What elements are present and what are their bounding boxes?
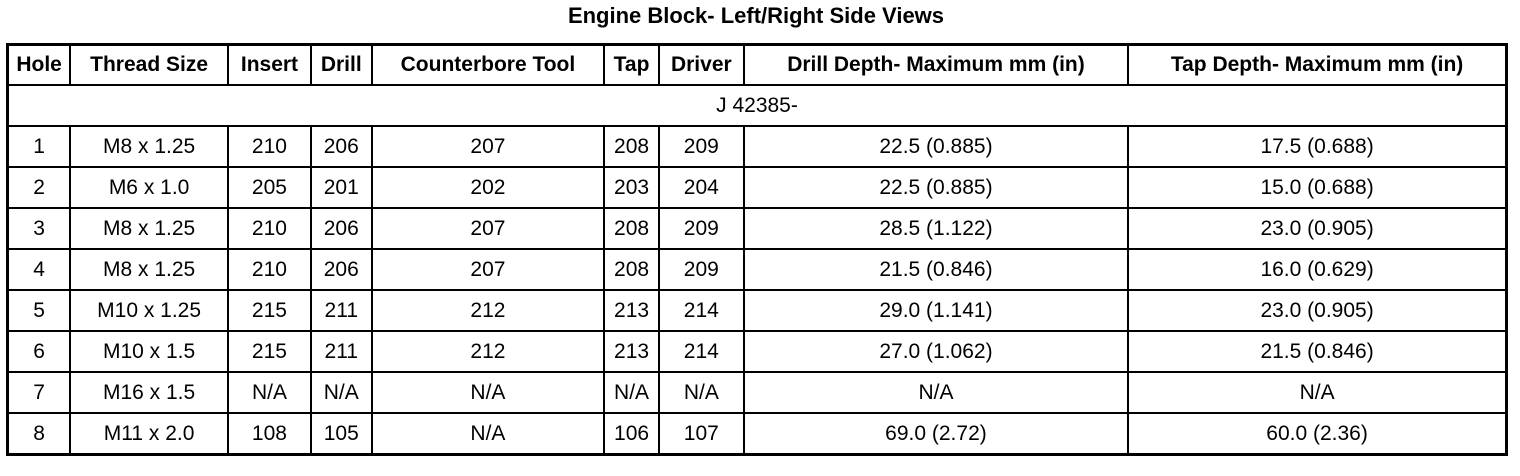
cell-drill-depth: 21.5 (0.846) (744, 249, 1128, 290)
table-row (8, 331, 1507, 372)
cell-thread-size: M16 x 1.5 (70, 372, 228, 413)
header-hole: Hole (8, 45, 71, 86)
cell-counterbore-tool: 212 (372, 331, 605, 372)
cell-hole: 7 (8, 372, 71, 413)
cell-thread-size: M8 x 1.25 (70, 249, 228, 290)
cell-tap-depth: 23.0 (0.905) (1128, 290, 1506, 331)
cell-tap: 203 (604, 167, 659, 208)
cell-hole: 6 (8, 331, 71, 372)
header-thread-size: Thread Size (70, 45, 228, 86)
cell-tap-depth: N/A (1128, 372, 1506, 413)
cell-driver: 204 (659, 167, 744, 208)
cell-hole: 3 (8, 208, 71, 249)
cell-thread-size: M10 x 1.5 (70, 331, 228, 372)
cell-counterbore-tool: 207 (372, 126, 605, 167)
cell-insert: 210 (228, 249, 311, 290)
cell-driver: 209 (659, 126, 744, 167)
header-tap: Tap (604, 45, 659, 86)
tool-kit-cell: J 42385- (8, 85, 1507, 126)
cell-thread-size: M8 x 1.25 (70, 126, 228, 167)
header-driver: Driver (659, 45, 744, 86)
cell-hole: 8 (8, 413, 71, 455)
cell-tap: 208 (604, 126, 659, 167)
cell-tap-depth: 60.0 (2.36) (1128, 413, 1506, 455)
cell-hole: 4 (8, 249, 71, 290)
cell-insert: N/A (228, 372, 311, 413)
cell-drill-depth: N/A (744, 372, 1128, 413)
header-drill-depth: Drill Depth- Maximum mm (in) (744, 45, 1128, 86)
cell-driver: 209 (659, 208, 744, 249)
cell-drill: 201 (311, 167, 372, 208)
page-title: Engine Block- Left/Right Side Views (567, 3, 945, 28)
table-row (8, 126, 1507, 167)
cell-tap-depth: 17.5 (0.688) (1128, 126, 1506, 167)
cell-driver: N/A (659, 372, 744, 413)
cell-tap: 213 (604, 331, 659, 372)
cell-insert: 108 (228, 413, 311, 455)
cell-drill: 105 (311, 413, 372, 455)
cell-tap-depth: 15.0 (0.688) (1128, 167, 1506, 208)
cell-drill-depth: 27.0 (1.062) (744, 331, 1128, 372)
cell-drill: 206 (311, 249, 372, 290)
cell-counterbore-tool: 202 (372, 167, 605, 208)
cell-insert: 210 (228, 208, 311, 249)
cell-drill-depth: 22.5 (0.885) (744, 126, 1128, 167)
cell-insert: 215 (228, 331, 311, 372)
cell-drill: N/A (311, 372, 372, 413)
thread-repair-table (6, 43, 1508, 456)
cell-tap: N/A (604, 372, 659, 413)
cell-tap: 208 (604, 249, 659, 290)
cell-driver: 209 (659, 249, 744, 290)
cell-thread-size: M6 x 1.0 (70, 167, 228, 208)
cell-counterbore-tool: N/A (372, 413, 605, 455)
cell-hole: 2 (8, 167, 71, 208)
table-row (8, 167, 1507, 208)
cell-insert: 205 (228, 167, 311, 208)
table-row (8, 208, 1507, 249)
cell-tap-depth: 16.0 (0.629) (1128, 249, 1506, 290)
cell-hole: 5 (8, 290, 71, 331)
cell-drill: 206 (311, 126, 372, 167)
header-drill: Drill (311, 45, 372, 86)
table-row (8, 290, 1507, 331)
cell-drill-depth: 69.0 (2.72) (744, 413, 1128, 455)
cell-counterbore-tool: 207 (372, 249, 605, 290)
cell-tap: 208 (604, 208, 659, 249)
table-row (8, 249, 1507, 290)
cell-thread-size: M11 x 2.0 (70, 413, 228, 455)
cell-tap-depth: 23.0 (0.905) (1128, 208, 1506, 249)
table-row (8, 372, 1507, 413)
cell-driver: 107 (659, 413, 744, 455)
header-tap-depth: Tap Depth- Maximum mm (in) (1128, 45, 1506, 86)
cell-driver: 214 (659, 290, 744, 331)
header-insert: Insert (228, 45, 311, 86)
cell-drill: 211 (311, 290, 372, 331)
cell-insert: 215 (228, 290, 311, 331)
cell-thread-size: M10 x 1.25 (70, 290, 228, 331)
cell-drill-depth: 22.5 (0.885) (744, 167, 1128, 208)
cell-driver: 214 (659, 331, 744, 372)
cell-tap-depth: 21.5 (0.846) (1128, 331, 1506, 372)
cell-drill: 211 (311, 331, 372, 372)
cell-counterbore-tool: N/A (372, 372, 605, 413)
header-row (8, 45, 1507, 86)
table-row (8, 413, 1507, 455)
cell-hole: 1 (8, 126, 71, 167)
header-counterbore-tool: Counterbore Tool (372, 45, 605, 86)
cell-thread-size: M8 x 1.25 (70, 208, 228, 249)
tool-kit-row (8, 85, 1507, 126)
cell-drill: 206 (311, 208, 372, 249)
cell-tap: 213 (604, 290, 659, 331)
cell-tap: 106 (604, 413, 659, 455)
cell-drill-depth: 28.5 (1.122) (744, 208, 1128, 249)
cell-counterbore-tool: 207 (372, 208, 605, 249)
cell-counterbore-tool: 212 (372, 290, 605, 331)
cell-drill-depth: 29.0 (1.141) (744, 290, 1128, 331)
cell-insert: 210 (228, 126, 311, 167)
